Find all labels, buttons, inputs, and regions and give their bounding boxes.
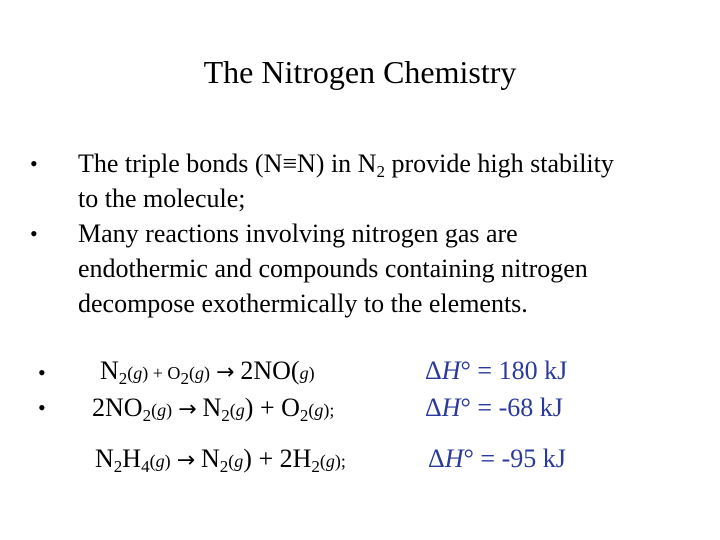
subscript: 2 [219,457,229,476]
subscript: 2 [311,457,320,476]
arrow-icon: → [176,448,195,473]
triple-bond-symbol: ≡ [282,149,298,178]
eq-text: ( [149,451,156,471]
bullet-icon: • [38,360,46,385]
eq-text: ); [323,400,335,420]
eq-text: ( [151,400,158,420]
bullet-text: The triple bonds (N [78,149,283,178]
enthalpy-value [425,392,563,424]
phase-label: g [299,363,309,383]
enthalpy-symbol: H [441,356,461,385]
bullet-line: Many reactions involving nitrogen gas are [78,219,518,248]
phase-label: g [155,451,165,471]
delta-symbol: Δ [425,393,442,422]
bullet-icon: • [30,221,38,246]
eq-text: ( [188,363,195,383]
equation-n2h4-decomposition [95,443,346,477]
subscript: 2 [118,369,128,388]
delta-symbol: Δ [425,356,442,385]
subscript: 4 [141,457,150,476]
enthalpy-text: ° = 180 kJ [460,356,568,385]
eq-text: ( [228,451,235,471]
phase-label: g [235,400,245,420]
equation-no2-decomposition [92,392,334,426]
eq-text: N [100,356,119,385]
phase-label: g [325,451,335,471]
bullet-item-reactions [30,216,690,321]
phase-label: g [234,451,244,471]
eq-text: N [202,393,222,422]
eq-text: ( [308,400,315,420]
eq-text: ); [334,451,346,471]
bullet-line [78,146,690,181]
bullet-icon: • [38,395,46,420]
arrow-icon: → [215,360,235,385]
eq-text: ( [127,363,134,383]
eq-text: ) + O [244,393,300,422]
subscript: 2 [221,406,230,425]
eq-text: ) [166,400,173,420]
eq-text: 2NO( [240,356,300,385]
enthalpy-text: ° = -68 kJ [460,393,563,422]
eq-text: H [122,444,142,473]
bullet-item-triple-bond [30,146,690,216]
bullet-text: N) in N [297,149,377,178]
phase-label: g [157,400,167,420]
enthalpy-symbol: H [441,393,461,422]
eq-text: ( [229,400,236,420]
bullet-line: endothermic and compounds containing nitrogen [78,254,588,283]
eq-text: ) [164,451,171,471]
enthalpy-value [425,355,567,387]
subscript: 2 [299,406,309,425]
bullet-icon: • [30,151,38,176]
eq-text: ) [308,363,315,383]
eq-text: N [95,444,114,473]
phase-label: g [194,363,204,383]
phase-label: g [133,363,143,383]
subscript: 2 [142,406,152,425]
delta-symbol: Δ [428,444,445,473]
bullet-line: decompose exothermically to the elements. [78,289,528,318]
eq-text: ) + 2H [243,444,312,473]
enthalpy-text: ° = -95 kJ [463,444,566,473]
equation-n2-o2 [100,355,315,389]
subscript: 2 [180,369,189,388]
eq-text: ( [319,451,326,471]
phase-label: g [314,400,324,420]
eq-text: 2NO [92,393,143,422]
bullet-line: to the molecule; [78,184,246,213]
subscript: 2 [113,457,123,476]
eq-text: ) + O [142,363,181,383]
arrow-icon: → [178,397,197,422]
enthalpy-symbol: H [444,444,464,473]
subscript: 2 [376,162,385,181]
bullet-text: provide high stability [384,149,614,178]
eq-text: ) [203,363,210,383]
slide-title: The Nitrogen Chemistry [203,54,517,90]
enthalpy-value [428,443,566,475]
eq-text: N [201,444,220,473]
bullet-list [30,146,690,321]
